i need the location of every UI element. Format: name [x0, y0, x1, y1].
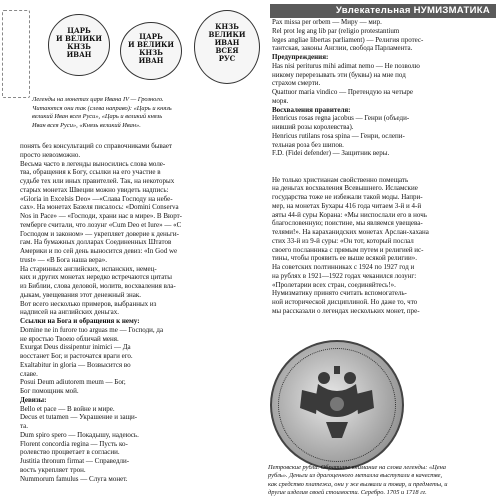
caption-line: Легенды на монетах царя Ивана IV — Грозного.	[32, 96, 164, 103]
coin-1-line: И ВЕЛИКИ	[55, 34, 103, 43]
coin-3-line: ВСЕЯ	[215, 46, 239, 55]
text-line: Бог помощник мой.	[20, 387, 79, 395]
text-line: славе.	[20, 369, 38, 378]
text-line: trust» — «В Бога наша вера».	[20, 255, 107, 264]
text-line: Восхваления правителя:	[272, 105, 351, 114]
text-line: «Пролетарии всех стран, соединяйтесь!».	[272, 280, 396, 289]
text-line: Pax missa per orbem — Миру — мир.	[272, 18, 382, 26]
text-line: F.D. (Fidei defender) — Защитник веры.	[272, 149, 390, 158]
text-line: Bello et pace — В войне и мире.	[20, 404, 115, 413]
right-text-column	[272, 18, 494, 316]
text-line: ких и других монетах нередко встречаются цитаты	[20, 273, 172, 282]
coins-figure	[46, 8, 260, 94]
caption-line: Читаются они так (слева направо): «Царь и князь	[32, 104, 172, 112]
text-line: Rel prot leg ang lib par (religio protestantium	[272, 26, 400, 35]
text-line: Domine ne in furore tuo arguas me — Господи, да	[20, 325, 164, 334]
text-line: Has nisi periturus mihi adimat nemo — Не позволю	[272, 61, 420, 70]
caption-line: великий Иван всея Руси», «Царь и великий князь	[32, 113, 163, 121]
ruble-coin-image	[270, 340, 404, 470]
text-line	[272, 167, 494, 176]
text-line	[272, 158, 494, 167]
coin-2-line: И ВЕЛИКИ	[127, 40, 175, 49]
coin-3-line: ИВАН	[214, 38, 240, 47]
coin-2-line: ЦАРЬ	[139, 32, 163, 41]
text-line: Henricus rutilans rosa spina — Генри, ослепи-	[272, 131, 405, 140]
text-line: темберге считали, что лозунг «Cum Deo et Iure» — «С	[20, 220, 182, 229]
text-line: Nummorum famulus — Слуга монет.	[20, 474, 128, 483]
text-line: мер, на монетах Бухары 416 года читаем 3-й и 4-й	[272, 201, 422, 210]
text-line: дыкам, увещевания этот денежный знак.	[20, 290, 142, 299]
text-line: Justitia thronum firmat — Справедли-	[20, 457, 130, 465]
text-line: Америки и по сей день выносится девиз: «In God we	[20, 247, 178, 255]
text-line: Henricus rosas regna jacobus — Генри (объеди-	[272, 114, 410, 123]
figure-caption-top	[32, 96, 262, 130]
coin-2-line: КНЗЬ	[139, 48, 163, 57]
text-line: просто невозможно.	[20, 150, 81, 159]
page-header	[270, 4, 496, 18]
header-title: Увлекательная НУМИЗМАТИКА	[335, 5, 490, 16]
text-line: Dum spiro spero — Покадышу, надеюсь.	[20, 430, 139, 439]
coin-1-line: ЦАРЬ	[67, 26, 91, 35]
text-line: понять без консультаций со справочниками бывает	[20, 142, 173, 150]
text-line: мы рассказали о легендах нескольких монет, пре-	[272, 306, 420, 315]
text-line: надписей на английских деньгах.	[20, 308, 119, 317]
text-line: Florent concordia regina — Пусть ко-	[20, 439, 128, 448]
text-line: Девизы:	[20, 395, 47, 404]
coin-3-line: РУС	[218, 54, 236, 63]
text-line: Весьма часто в легенды выносились слова моле-	[20, 159, 166, 168]
text-line: телями!». На караханидских монетах Арслан-хахана	[272, 228, 429, 236]
text-line: leges angliae libertas parliament) — Религия протес-	[272, 35, 424, 44]
text-line: нивший розы королевства).	[272, 123, 354, 131]
text-line: судьбе тех или иных правителей. Так, на некоторых	[20, 177, 175, 185]
text-line: никому перерезывать эти (буквы) на мне под	[272, 70, 406, 79]
text-line: Не только христианам свойственно помещать	[272, 175, 409, 184]
text-line: тельная роза без шипов.	[272, 140, 344, 149]
text-line: Exurgat Deus dissipentur inimici — Да	[20, 343, 131, 352]
left-text-column	[20, 142, 260, 483]
text-line: Вот всего несколько примеров, выбранных из	[20, 299, 157, 308]
text-line: из Библии, слова деловой, молитв, восхваления вла-	[20, 282, 176, 290]
text-line: Exaltabitur in gloria — Возвысится во	[20, 360, 131, 369]
text-line: ной исторической дисциплиной. Но даже то, что	[272, 298, 418, 306]
caption-line: Петровские рубли. Обратите внимание на слова легенды: «Цена	[268, 464, 446, 471]
text-line: аяты 44-й суры Корана: «Мы ниспослали его в ночь	[272, 210, 427, 219]
text-line: Господом и законом» — укрепляет доверие к деньги-	[20, 229, 179, 238]
text-line: Предупреждения:	[272, 53, 329, 61]
figure-caption-bottom	[268, 464, 494, 498]
caption-line: другие изделия своей стоимости. Серебро. 1705 и 1718 гг.	[268, 489, 427, 497]
text-line: на рублях в 1921—1922 годах чеканился лозунг:	[272, 271, 417, 280]
coin-1	[48, 14, 110, 76]
text-line: государства тоже не избежали такой моды. Напри-	[272, 193, 423, 201]
text-line: не яростью Твоею обличай меня.	[20, 334, 119, 343]
coin-2-line: ИВАН	[138, 56, 164, 65]
text-line: Ссылки на Бога и обращения к нему:	[20, 317, 140, 325]
text-line: Decus et tutamen — Украшение и защи-	[20, 413, 138, 422]
text-line: ролевство процветает в согласии.	[20, 448, 120, 457]
coin-3-line: ВЕЛИКИ	[208, 30, 246, 39]
text-line: та.	[20, 422, 29, 430]
text-line: «Gloria in Excelsis Deo» —«Слава Господу на небе-	[20, 194, 173, 203]
text-line: на деньгах восхваления Всевышнего. Исламские	[272, 184, 418, 193]
text-line: Posui Deum adiutorem meum — Бог,	[20, 378, 126, 387]
text-line: моря.	[272, 96, 289, 105]
caption-line: как средство платежа, они у же вызвали и товар, и предметы, и	[268, 480, 448, 488]
text-line: благословенную; поистине, мы являемся увещева-	[272, 219, 423, 228]
text-line: На советских полтинниках с 1924 по 1927 год и	[272, 263, 415, 271]
text-line: восстанет Бог, и расточатся враги его.	[20, 352, 133, 360]
caption-line: Иван всея Руси», «Князь великий Иван».	[32, 121, 141, 129]
coin-3-line: КНЗЬ	[215, 22, 239, 31]
text-line: старых монетах Швеции можно увидеть надпись:	[20, 185, 169, 194]
text-line: вость укрепляет трон.	[20, 465, 86, 474]
text-line: тва, обращения к Богу, ссылки на его участие в	[20, 168, 161, 177]
text-line: Nos in Pace» — «Господи, храни нас в мире». В Вюрт-	[20, 212, 183, 220]
text-line: стих 33-й из 9-й суры: «Он тот, который послал	[272, 236, 414, 245]
coin-1-line: ИВАН	[66, 50, 92, 59]
text-line: гам. На бумажных долларах Соединенных Штатов	[20, 238, 172, 247]
coin-1-line: КНЗЬ	[67, 42, 91, 51]
coin-2	[120, 22, 182, 80]
text-line: страхом смерти.	[272, 79, 321, 88]
text-line: На старинных английских, испанских, немец-	[20, 264, 157, 273]
caption-line: рубль». Деньги из драгоценного металла выступали в качестве,	[268, 472, 443, 480]
text-line: тантская, законы Англии, свобода Парламента.	[272, 44, 413, 53]
text-line: тины, чтобы проявить ее выше всякой религии».	[272, 254, 417, 263]
double-headed-eagle-icon	[298, 364, 376, 444]
coin-3	[194, 10, 260, 84]
text-line: Quattuor maria vindico — Претендую на четыре	[272, 88, 414, 96]
stamp-border-decoration	[2, 10, 30, 98]
text-line: своего посланника с прямым путем и религией ис-	[272, 245, 424, 254]
text-line: Нумизматику принято считать вспомогатель-	[272, 289, 407, 298]
text-line: сах». На монетах Базеля писалось: «Domini Conserva	[20, 203, 179, 212]
